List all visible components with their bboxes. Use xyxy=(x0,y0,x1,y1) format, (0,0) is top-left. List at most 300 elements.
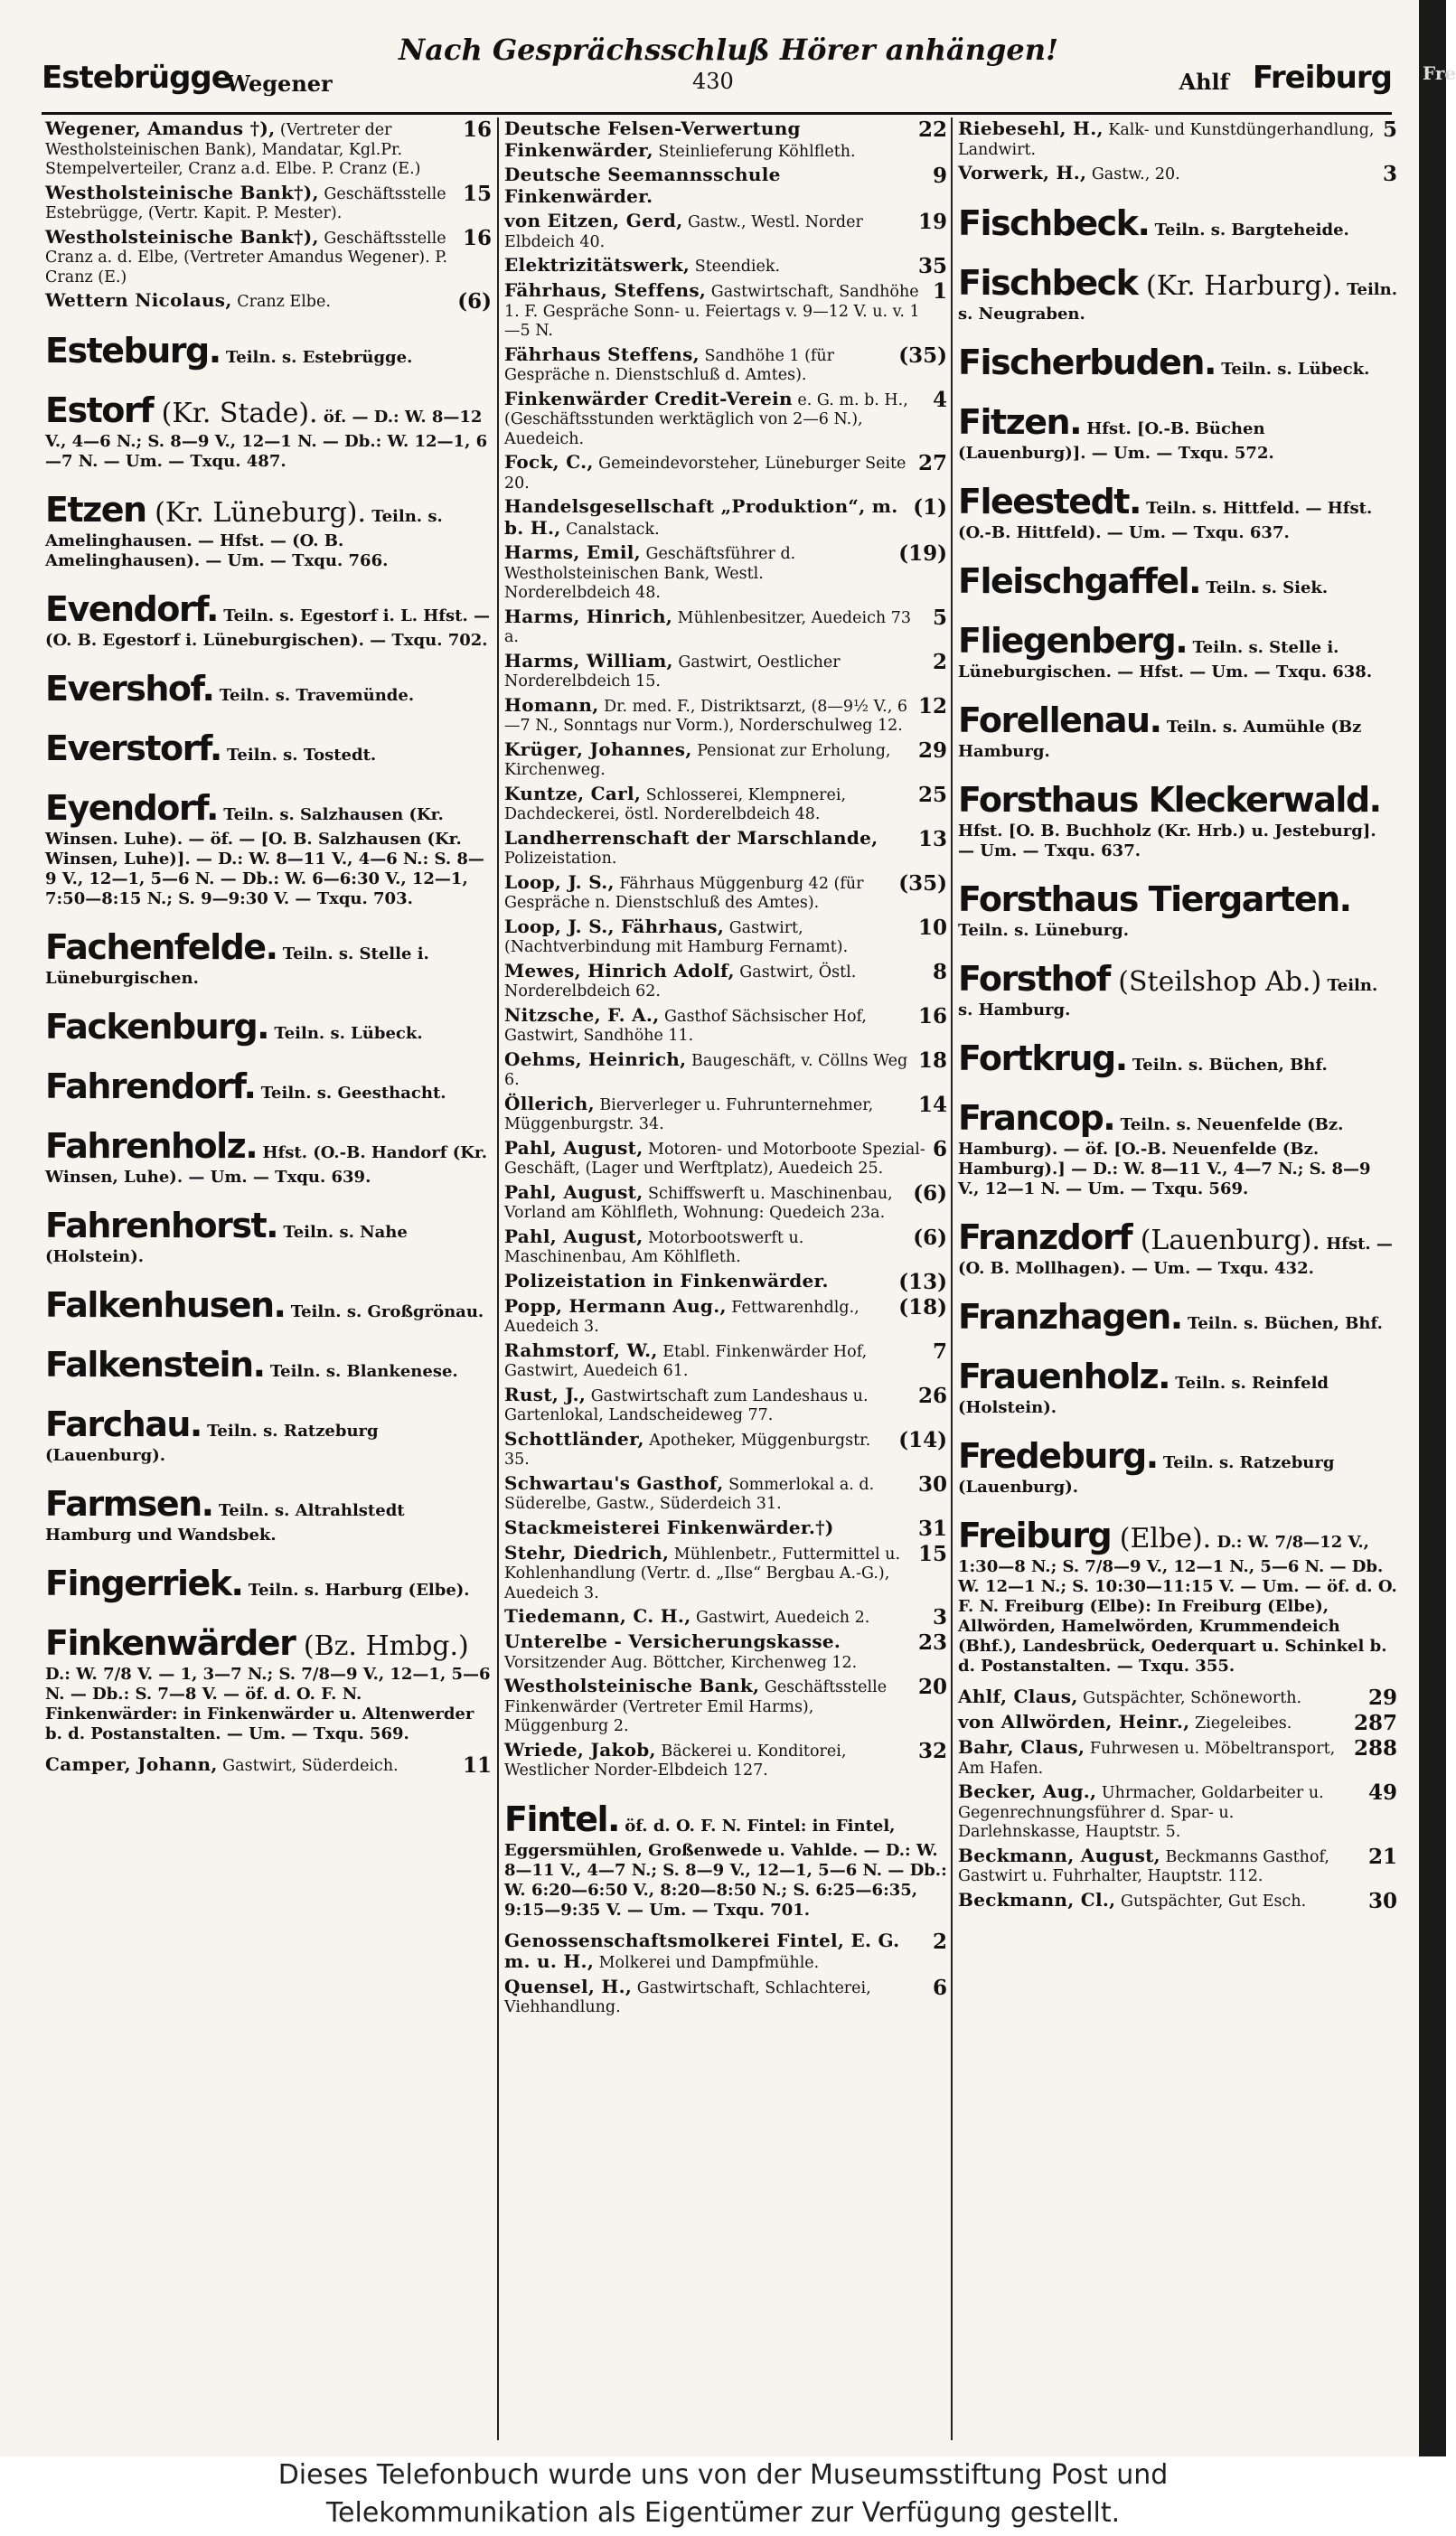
header-left-place: Estebrügge xyxy=(42,60,231,96)
subscriber-name: Landherrenschaft der Marschlande, xyxy=(504,826,878,849)
subscriber-name: Becker, Aug., xyxy=(958,1780,1097,1802)
subscriber-name: Wettern Nicolaus, xyxy=(45,289,232,311)
place-heading xyxy=(958,619,1397,682)
list-item xyxy=(45,119,492,180)
list-item xyxy=(504,1269,947,1294)
column-2 xyxy=(504,119,947,2442)
phone-number: (14) xyxy=(898,1427,947,1452)
list-item xyxy=(45,291,492,313)
phone-number: (13) xyxy=(898,1269,947,1294)
place-name: Forsthaus Kleckerwald. xyxy=(958,780,1381,820)
place-details: D.: W. 7/8—12 V., 1:30—8 N.; S. 7/8—9 V., 12—1 N., 5—6 N. — Db. W. 12—1 N.; S. 10:30—11:15 V. — Um. — öf. d. O. F. N. Freiburg (Elbe): In Freiburg (Elbe), Allwörden, Hamelwörden, Krummendeich (Bhf.), Landesbrück, Oederquart u. Schinkel b. d. Postanstalten. — Txqu. 355. xyxy=(958,1533,1397,1676)
place-heading xyxy=(45,587,492,651)
place-details: Teiln. s. Lübeck. xyxy=(268,1024,423,1043)
subscriber-name: Loop, J. S., xyxy=(504,870,615,893)
place-heading xyxy=(958,1434,1397,1498)
place-heading xyxy=(45,1621,492,1744)
place-name: Evershof. xyxy=(45,669,214,709)
place-details: Teiln. s. Bargteheide. xyxy=(1149,221,1349,240)
subscriber-details: Geschäftsstelle Finkenwärder (Vertreter Emil Harms), Müggenburg 2. xyxy=(504,1678,888,1735)
list-item xyxy=(504,917,947,958)
subscriber-name: Westholsteinische Bank†), xyxy=(45,181,319,203)
place-details: Teiln. s. Neuenfelde (Bz. Hamburg). — öf. [O.-B. Neuenfelde (Bz. Hamburg).] — D.: W. 8—11 V., 4—7 N.; S. 8—9 V., 12—1 N. — Um. — Txqu. 569. xyxy=(958,1115,1371,1198)
subscriber-details: Sandhöhe 1 (für Gespräche n. Dienstschluß d. Amtes). xyxy=(504,346,835,384)
subscriber-details: Uhrmacher, Goldarbeiter u. Gegenrechnungsführer d. Spar- u. Darlehnskasse, Hauptstr. 5. xyxy=(958,1784,1324,1841)
place-heading xyxy=(45,925,492,989)
phone-number: 6 xyxy=(932,1975,947,2000)
list-item xyxy=(504,870,947,914)
list-item xyxy=(958,1782,1397,1843)
phone-number: 30 xyxy=(917,1471,947,1497)
subscriber-name: Loop, J. S., Fährhaus, xyxy=(504,915,725,937)
phone-number: 19 xyxy=(917,210,947,234)
list-item xyxy=(504,649,947,692)
subscriber-details: Bierverleger u. Fuhrunternehmer, Müggenburgstr. 34. xyxy=(504,1095,874,1133)
place-name: Finkenwärder xyxy=(45,1623,296,1663)
subscriber-name: Pahl, August, xyxy=(504,1225,643,1247)
header-rule xyxy=(42,112,1392,115)
place-name: Fahrendorf. xyxy=(45,1066,256,1106)
place-name: Fischbeck xyxy=(958,263,1138,303)
book-spine xyxy=(1419,0,1456,2456)
place-heading xyxy=(45,488,492,571)
place-name: Fleestedt. xyxy=(958,482,1141,521)
place-details: Teiln. s. Neugraben. xyxy=(958,280,1397,324)
subscriber-name: Handelsgesellschaft „Produktion“, m. b. H., xyxy=(504,495,898,539)
subscriber-details: Gastwirt, (Nachtverbindung mit Hamburg Fernamt). xyxy=(504,918,849,956)
list-item xyxy=(504,453,947,493)
place-details: Teiln. s. Lübeck. xyxy=(1215,360,1370,379)
place-heading xyxy=(958,957,1397,1020)
place-heading xyxy=(45,667,492,710)
place-heading xyxy=(45,1283,492,1327)
list-item xyxy=(958,119,1397,160)
phone-number: 29 xyxy=(1367,1686,1397,1710)
list-item xyxy=(504,1677,947,1737)
phone-number: 14 xyxy=(917,1092,947,1117)
subscriber-details: Apotheker, Müggenburgstr. 35. xyxy=(504,1431,871,1469)
place-region: (Lauenburg). xyxy=(1132,1225,1320,1256)
list-item xyxy=(958,1738,1397,1779)
phone-number: (35) xyxy=(898,870,947,896)
phone-number: (6) xyxy=(457,289,492,314)
place-name: Esteburg. xyxy=(45,331,221,371)
place-details: Teiln. s. Amelinghausen. — Hfst. — (O. B. Amelinghausen). — Um. — Txqu. 766. xyxy=(45,507,443,570)
place-details: Hfst. [O. B. Buchholz (Kr. Hrb.) u. Jesteburg]. — Um. — Txqu. 637. xyxy=(958,822,1376,860)
subscriber-name: Stackmeisterei Finkenwärder.†) xyxy=(504,1516,834,1538)
phone-number: 5 xyxy=(932,605,947,630)
subscriber-details: (Vertreter der Westholsteinischen Bank), Mandatar, Kgl.Pr. Stempelverteiler, Cranz a.d. Elbe. P. Cranz (E.) xyxy=(45,121,421,178)
list-item xyxy=(504,1003,947,1047)
phone-number: 15 xyxy=(917,1541,947,1566)
phone-number: 23 xyxy=(917,1630,947,1655)
place-name: Farchau. xyxy=(45,1404,202,1444)
subscriber-details: Geschäftsstelle Cranz a. d. Elbe, (Vertreter Amandus Wegener). P. Cranz (E.) xyxy=(45,229,448,286)
place-heading xyxy=(45,1562,492,1605)
list-item xyxy=(504,1931,947,1974)
place-name: Freiburg xyxy=(958,1516,1112,1555)
subscriber-name: Unterelbe - Versicherungskasse. xyxy=(504,1630,841,1652)
phone-number: 15 xyxy=(462,181,492,206)
list-item xyxy=(504,543,947,604)
subscriber-name: Schottländer, xyxy=(504,1427,644,1450)
place-name: Eyendorf. xyxy=(45,788,218,828)
phone-number: 22 xyxy=(917,117,947,142)
place-heading xyxy=(958,778,1397,861)
place-name: Estorf xyxy=(45,390,154,430)
place-details: D.: W. 7/8 V. — 1, 3—7 N.; S. 7/8—9 V., 12—1, 5—6 N. — Db.: S. 7—8 V. — öf. d. O. F. N. Finkenwärder: in Finkenwärder u. Altenwerder b. d. Postanstalten. — Um. — Txqu. 569. xyxy=(45,1665,491,1743)
place-details: Hfst. (O.-B. Handorf (Kr. Winsen, Luhe). — Um. — Txqu. 639. xyxy=(45,1143,487,1187)
subscriber-name: Vorwerk, H., xyxy=(958,162,1087,183)
place-details: Teiln. s. Geesthacht. xyxy=(255,1084,446,1103)
subscriber-name: Fährhaus, Steffens, xyxy=(504,279,707,301)
place-details: Teiln. s. Reinfeld (Holstein). xyxy=(958,1374,1329,1417)
place-heading xyxy=(958,261,1397,324)
subscriber-details: Motoren- und Motorboote Spezial-Geschäft, (Lager und Werftplatz), Auedeich 25. xyxy=(504,1140,925,1178)
place-details: Teiln. s. Altrahlstedt Hamburg und Wandsbek. xyxy=(45,1501,405,1545)
phone-number: 2 xyxy=(932,649,947,674)
column-3 xyxy=(958,119,1397,2442)
list-item xyxy=(504,959,947,1002)
place-heading xyxy=(504,1798,947,1921)
place-details: öf. d. O. F. N. Fintel: in Fintel, Eggersmühlen, Großenwede u. Vahlde. — D.: W. 8—11 V., 4—7 N.; S. 8—9 V., 12—1, 5—6 N. — Db.: W. 6:20—6:50 V., 8:20—8:50 N.; S. 6:25—6:35, 9:15—9:35 V. — Um. — Txqu. 701. xyxy=(504,1816,947,1920)
subscriber-details: Molkerei und Dampfmühle. xyxy=(594,1954,820,1972)
phone-number: 12 xyxy=(917,693,947,719)
list-item xyxy=(504,1471,947,1515)
subscriber-details: Fuhrwesen u. Möbeltransport, Am Hafen. xyxy=(958,1740,1336,1778)
place-heading xyxy=(958,1037,1397,1080)
subscriber-details: Gutspächter, Gut Esch. xyxy=(1115,1892,1307,1911)
subscriber-details: Gastwirtschaft, Schlachterei, Viehhandlung. xyxy=(504,1978,871,2016)
place-details: Teiln. s. Lüneburg. xyxy=(958,921,1130,940)
place-name: Fachenfelde. xyxy=(45,927,277,967)
subscriber-name: Schwartau's Gasthof, xyxy=(504,1471,724,1494)
phone-number: 9 xyxy=(932,164,947,188)
place-details: Teiln. s. Stelle i. Lüneburgischen. xyxy=(45,944,429,988)
place-details: öf. — D.: W. 8—12 V., 4—6 N.; S. 8—9 V., 12—1 N. — Db.: W. 12—1, 6—7 N. — Um. — Txqu. 487. xyxy=(45,408,488,471)
footer-line-2: Telekommunikation als Eigentümer zur Verfügung gestellt. xyxy=(325,2497,1121,2529)
place-region: (Elbe). xyxy=(1111,1523,1212,1554)
subscriber-name: Fährhaus Steffens, xyxy=(504,343,700,365)
subscriber-name: Bahr, Claus, xyxy=(958,1736,1085,1758)
list-item xyxy=(504,119,947,162)
place-heading xyxy=(958,1514,1397,1677)
place-details: Teiln. s. Hittfeld. — Hfst. (O.-B. Hittfeld). — Um. — Txqu. 637. xyxy=(958,499,1373,542)
place-details: Teiln. s. Blankenese. xyxy=(264,1362,458,1381)
place-details: Teiln. s. Travemünde. xyxy=(213,686,415,705)
subscriber-name: Mewes, Hinrich Adolf, xyxy=(504,959,735,982)
phone-number: 25 xyxy=(917,782,947,807)
place-name: Evendorf. xyxy=(45,589,218,629)
subscriber-details: Steendiek. xyxy=(690,258,781,276)
list-item xyxy=(504,256,947,277)
list-item xyxy=(504,1136,947,1179)
header-notice: Nach Gesprächsschluß Hörer anhängen! xyxy=(398,33,1059,67)
phone-number: 11 xyxy=(462,1753,492,1778)
list-item xyxy=(504,1180,947,1224)
list-item xyxy=(504,607,947,648)
phone-number: 16 xyxy=(462,117,492,142)
subscriber-name: Riebesehl, H., xyxy=(958,117,1104,139)
place-details: Teiln. s. Salzhausen (Kr. Winsen. Luhe). — öf. — [O. B. Salzhausen (Kr. Winsen, Luhe)]. — D.: W. 8—11 V., 4—6 N.: S. 8—9 V., 12—1, 5—6 N. — Db.: W. 6—6:30 V., 12—1, 7:50—8:15 N.; S. 9—9:30 V. — Txqu. 703. xyxy=(45,805,484,908)
subscriber-details: Gastwirtschaft zum Landeshaus u. Gartenlokal, Landscheideweg 77. xyxy=(504,1386,869,1424)
subscriber-details: Fettwarenhdlg., Auedeich 3. xyxy=(504,1298,860,1336)
phone-number: 6 xyxy=(932,1136,947,1161)
list-item xyxy=(504,1518,947,1540)
list-item xyxy=(504,1738,947,1781)
place-heading xyxy=(958,341,1397,384)
footer-notice xyxy=(0,2456,1446,2536)
subscriber-name: Krüger, Johannes, xyxy=(504,737,692,760)
place-name: Fliegenberg. xyxy=(958,621,1188,661)
list-item xyxy=(504,1541,947,1604)
place-heading xyxy=(45,1343,492,1386)
list-item xyxy=(504,1632,947,1673)
subscriber-details: Steinlieferung Köhlfleth. xyxy=(653,142,856,161)
place-name: Francop. xyxy=(958,1098,1115,1138)
place-name: Frauenholz. xyxy=(958,1357,1170,1396)
place-name: Fischerbuden. xyxy=(958,343,1216,382)
subscriber-details: Gastw., Westl. Norder Elbdeich 40. xyxy=(504,213,863,251)
page-number: 430 xyxy=(692,69,734,94)
subscriber-details: Dr. med. F., Distriktsarzt, (8—9½ V., 6—7 N., Sonntags nur Vorm.), Norderschulweg 12. xyxy=(504,697,907,735)
place-name: Falkenstein. xyxy=(45,1345,265,1385)
subscriber-name: Westholsteinische Bank, xyxy=(504,1675,760,1696)
list-item xyxy=(504,1977,947,2018)
phone-number: 10 xyxy=(917,915,947,940)
place-details: Teiln. s. Büchen, Bhf. xyxy=(1181,1314,1383,1333)
subscriber-name: Öllerich, xyxy=(504,1092,595,1114)
subscriber-name: Beckmann, Cl., xyxy=(958,1888,1116,1911)
place-heading xyxy=(958,1355,1397,1418)
spine-fragment: Fre xyxy=(1423,62,1456,84)
phone-number: 30 xyxy=(1367,1888,1397,1913)
subscriber-details: Motorbootswerft u. Maschinenbau, Am Köhlfleth. xyxy=(504,1228,804,1266)
subscriber-details: Bäckerei u. Konditorei, Westlicher Norder-Elbdeich 127. xyxy=(504,1742,847,1780)
place-heading xyxy=(958,202,1397,245)
subscriber-details: Gutspächter, Schöneworth. xyxy=(1077,1689,1302,1707)
place-heading xyxy=(45,727,492,770)
subscriber-details: Gemeindevorsteher, Lüneburger Seite 20. xyxy=(504,455,906,493)
place-heading xyxy=(958,400,1397,464)
list-item xyxy=(504,784,947,825)
phone-number: 35 xyxy=(917,254,947,278)
phone-number: 3 xyxy=(1382,162,1397,186)
subscriber-name: Rust, J., xyxy=(504,1383,587,1405)
place-heading xyxy=(45,329,492,372)
place-name: Fleischgaffel. xyxy=(958,561,1201,601)
phone-number: 16 xyxy=(462,225,492,250)
place-details: Teiln. s. Büchen, Bhf. xyxy=(1126,1056,1328,1075)
list-item xyxy=(504,1427,947,1470)
list-item xyxy=(958,1846,1397,1887)
subscriber-details: Cranz Elbe. xyxy=(231,293,331,311)
place-details: Teiln. s. Ratzeburg (Lauenburg). xyxy=(45,1422,379,1465)
subscriber-name: Homann, xyxy=(504,693,599,716)
place-heading xyxy=(45,1403,492,1466)
list-item xyxy=(958,1713,1397,1734)
place-name: Fortkrug. xyxy=(958,1038,1127,1078)
place-details: Teiln. s. Harburg (Elbe). xyxy=(242,1581,470,1600)
list-item xyxy=(504,1227,947,1268)
subscriber-details: Geschäftsstelle Estebrügge, (Vertr. Kapit. P. Mester). xyxy=(45,184,446,222)
place-details: Teiln. s. Estebrügge. xyxy=(220,348,413,367)
place-name: Falkenhusen. xyxy=(45,1285,286,1325)
phone-number: (35) xyxy=(898,343,947,368)
phone-number: 32 xyxy=(917,1738,947,1763)
place-name: Fredeburg. xyxy=(958,1436,1158,1476)
subscriber-name: Deutsche Felsen-Verwertung Finkenwärder, xyxy=(504,117,801,161)
place-heading xyxy=(45,1005,492,1048)
place-details: Teiln. s. Aumühle (Bz Hamburg. xyxy=(958,718,1362,761)
place-name: Farmsen. xyxy=(45,1484,213,1524)
phone-number: (1) xyxy=(913,495,947,520)
list-item xyxy=(45,1755,492,1777)
subscriber-details: Beckmanns Gasthof, Gastwirt u. Fuhrhalter, Hauptstr. 112. xyxy=(958,1847,1329,1885)
place-name: Franzhagen. xyxy=(958,1297,1182,1337)
phone-number: 49 xyxy=(1367,1780,1397,1805)
subscriber-name: Elektrizitätswerk, xyxy=(504,254,690,276)
phone-number: 2 xyxy=(932,1929,947,1954)
column-divider xyxy=(951,117,953,2440)
place-heading xyxy=(45,389,492,472)
place-heading xyxy=(958,1295,1397,1338)
phone-number: 18 xyxy=(917,1047,947,1073)
subscriber-details: Gastwirt, Süderdeich. xyxy=(217,1757,399,1775)
subscriber-details: Etabl. Finkenwärder Hof, Gastwirt, Auedeich 61. xyxy=(504,1342,868,1380)
subscriber-details: Pensionat zur Erholung, Kirchenweg. xyxy=(504,741,891,779)
phone-number: 27 xyxy=(917,451,947,475)
subscriber-name: Popp, Hermann Aug., xyxy=(504,1294,727,1317)
subscriber-name: Harms, Emil, xyxy=(504,541,641,563)
place-region: (Steilshop Ab.) xyxy=(1109,966,1322,998)
subscriber-name: Deutsche Seemannsschule Finkenwärder. xyxy=(504,164,781,207)
subscriber-name: Quensel, H., xyxy=(504,1975,633,1997)
place-heading xyxy=(45,1124,492,1188)
place-region: (Kr. Harburg). xyxy=(1137,270,1341,302)
place-heading xyxy=(45,1482,492,1545)
place-name: Fahrenholz. xyxy=(45,1126,258,1166)
place-details: Hfst. [O.-B. Büchen (Lauenburg)]. — Um. — Txqu. 572. xyxy=(958,419,1274,463)
subscriber-details: Gasthof Sächsischer Hof, Gastwirt, Sandhöhe 11. xyxy=(504,1007,867,1045)
subscriber-name: Nitzsche, F. A., xyxy=(504,1003,660,1026)
footer-line-1: Dieses Telefonbuch wurde uns von der Museumsstiftung Post und xyxy=(277,2459,1169,2491)
place-region: (Bz. Hmbg.) xyxy=(295,1630,469,1662)
place-name: Everstorf. xyxy=(45,728,221,768)
subscriber-name: Beckmann, August, xyxy=(958,1844,1160,1866)
phone-number: 7 xyxy=(932,1338,947,1364)
place-heading xyxy=(958,699,1397,762)
column-1 xyxy=(45,119,492,2442)
header-right-sub: Ahlf xyxy=(1179,69,1229,95)
place-heading xyxy=(958,480,1397,543)
phone-number: 16 xyxy=(917,1003,947,1028)
place-name: Forellenau. xyxy=(958,700,1161,740)
subscriber-details: e. G. m. b. H., (Geschäftsstunden werktäglich von 2—6 N.), Auedeich. xyxy=(504,390,908,448)
phone-number: 29 xyxy=(917,737,947,763)
list-item xyxy=(504,387,947,450)
place-name: Forsthaus Tiergarten. xyxy=(958,879,1351,919)
list-item xyxy=(504,211,947,252)
list-item xyxy=(45,225,492,288)
subscriber-details: Schiffswerft u. Maschinenbau, Vorland am Köhlfleth, Wohnung: Quedeich 23a. xyxy=(504,1184,893,1222)
list-item xyxy=(504,826,947,869)
subscriber-name: Finkenwärder Credit-Verein xyxy=(504,387,793,409)
list-item xyxy=(504,1094,947,1135)
place-details: Teiln. s. Ratzeburg (Lauenburg). xyxy=(958,1453,1335,1497)
list-item xyxy=(504,737,947,781)
subscriber-name: Camper, Johann, xyxy=(45,1753,218,1775)
phone-number: 8 xyxy=(932,959,947,984)
page-header xyxy=(42,33,1392,105)
list-item xyxy=(958,1687,1397,1709)
subscriber-details: Polizeistation. xyxy=(504,850,617,868)
place-region: (Kr. Stade). xyxy=(153,398,318,429)
place-details: Teiln. s. Stelle i. Lüneburgischen. — Hfst. — Um. — Txqu. 638. xyxy=(958,638,1373,681)
list-item xyxy=(504,345,947,386)
place-region: (Kr. Lüneburg). xyxy=(146,497,366,529)
subscriber-details: Mühlenbesitzer, Auedeich 73 a. xyxy=(504,608,911,646)
list-item xyxy=(958,1888,1397,1913)
place-name: Fingerriek. xyxy=(45,1564,243,1603)
phone-number: 26 xyxy=(917,1383,947,1408)
subscriber-name: Harms, Hinrich, xyxy=(504,605,673,627)
phone-number: (19) xyxy=(898,541,947,566)
phone-number: 1 xyxy=(932,279,947,304)
place-heading xyxy=(45,786,492,909)
subscriber-name: von Eitzen, Gerd, xyxy=(504,210,683,231)
subscriber-name: Pahl, August, xyxy=(504,1136,643,1159)
phone-number: 21 xyxy=(1367,1844,1397,1869)
phone-number: 31 xyxy=(917,1516,947,1541)
place-name: Fitzen. xyxy=(958,402,1082,442)
subscriber-details: Sommerlokal a. d. Süderelbe, Gastw., Süderdeich 31. xyxy=(504,1475,875,1513)
subscriber-name: Stehr, Diedrich, xyxy=(504,1541,670,1564)
phone-number: (6) xyxy=(913,1180,947,1206)
place-name: Fischbeck. xyxy=(958,203,1150,243)
subscriber-details: Ziegeleibes. xyxy=(1189,1714,1292,1733)
phone-number: 288 xyxy=(1353,1736,1397,1761)
subscriber-details: Fährhaus Müggenburg 42 (für Gespräche n. Dienstschluß des Amtes). xyxy=(504,874,864,912)
subscriber-name: von Allwörden, Heinr., xyxy=(958,1711,1190,1733)
place-heading xyxy=(45,1204,492,1267)
subscriber-name: Fock, C., xyxy=(504,451,594,473)
subscriber-details: Schlosserei, Klempnerei, Dachdeckerei, östl. Norderelbdeich 48. xyxy=(504,785,847,823)
subscriber-details: Gastwirt, Oestlicher Norderelbdeich 15. xyxy=(504,653,841,690)
header-right-place: Freiburg xyxy=(1252,60,1392,96)
place-heading xyxy=(958,1096,1397,1199)
header-left-sub: Wegener xyxy=(226,70,333,97)
list-item xyxy=(958,164,1397,185)
place-heading xyxy=(958,1216,1397,1279)
subscriber-name: Oehms, Heinrich, xyxy=(504,1047,687,1070)
phone-number: (18) xyxy=(898,1294,947,1320)
place-details: Teiln. s. Hamburg. xyxy=(958,976,1378,1019)
phone-number: 20 xyxy=(917,1675,947,1699)
place-name: Fackenburg. xyxy=(45,1007,269,1047)
place-details: Teiln. s. Großgrönau. xyxy=(285,1302,484,1321)
list-item xyxy=(504,1385,947,1426)
subscriber-name: Westholsteinische Bank†), xyxy=(45,225,319,248)
place-name: Forsthof xyxy=(958,959,1110,999)
subscriber-details: Baugeschäft, v. Cöllns Weg 6. xyxy=(504,1051,908,1089)
subscriber-name: Wriede, Jakob, xyxy=(504,1738,656,1761)
place-details: Teiln. s. Tostedt. xyxy=(221,746,377,765)
list-item xyxy=(45,183,492,224)
subscriber-details: Kalk- und Kunstdüngerhandlung, Landwirt. xyxy=(958,121,1375,159)
place-details: Teiln. s. Nahe (Holstein). xyxy=(45,1223,408,1266)
subscriber-name: Rahmstorf, W., xyxy=(504,1338,658,1361)
